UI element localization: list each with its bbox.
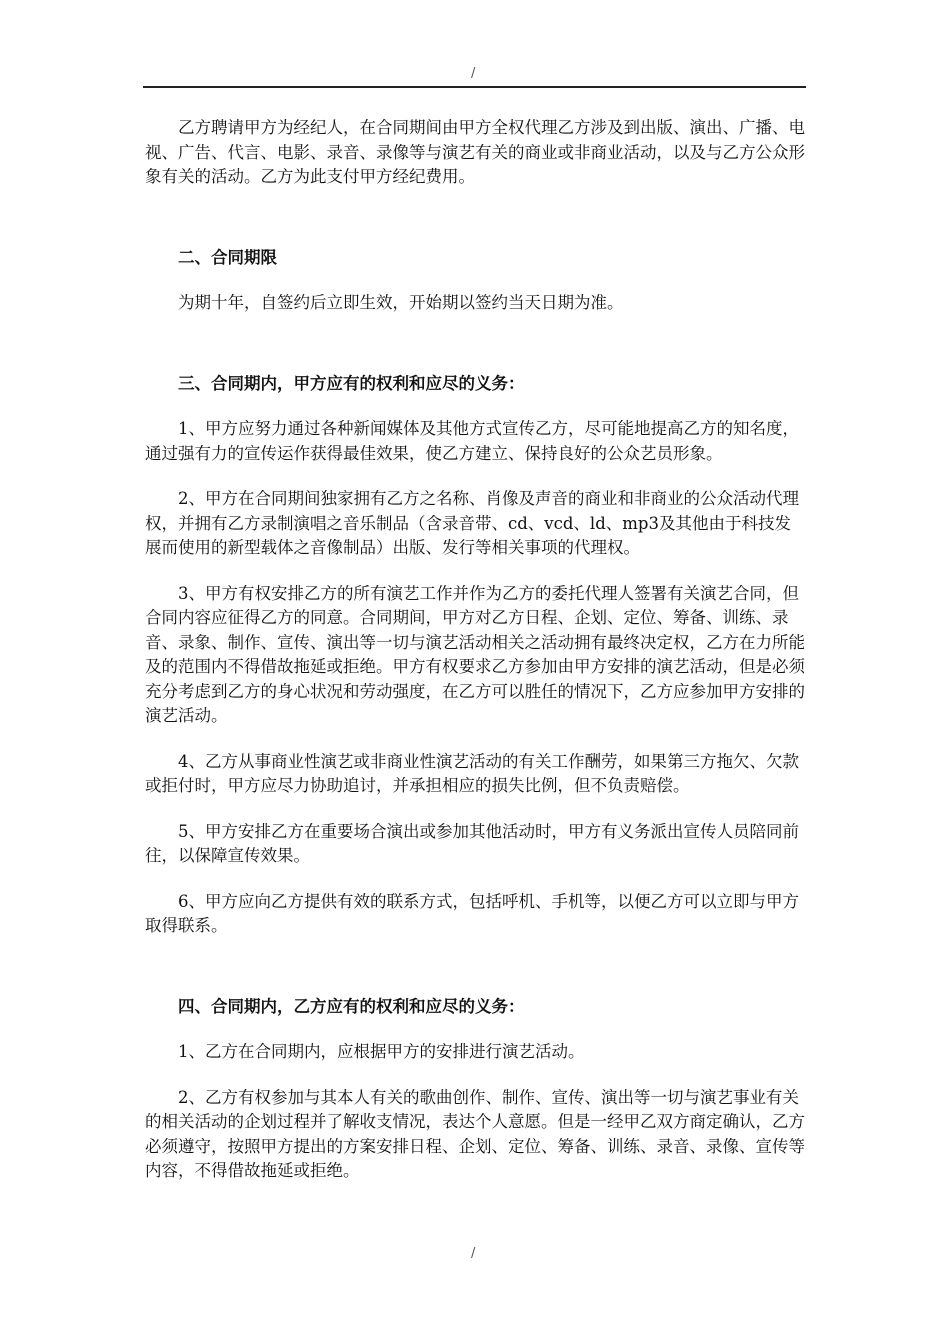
agency-scope-paragraph: 乙方聘请甲方为经纪人，在合同期间由甲方全权代理乙方涉及到出版、演出、广播、电视、广告、代言、电影、录音、录像等与演艺有关的商业或非商业活动，以及与乙方公众形象有关的活动。乙方为此支付甲方经纪费用。 [145, 118, 805, 186]
contract-body [145, 116, 805, 1184]
header-divider [143, 86, 806, 88]
section-spacer [145, 316, 805, 372]
party-a-clause-5: 5、甲方安排乙方在重要场合演出或参加其他活动时，甲方有义务派出宣传人员陪同前往，以保障宣传效果。 [145, 821, 799, 865]
section-spacer [145, 190, 805, 246]
section-spacer [145, 939, 805, 995]
party-a-clause-6: 6、甲方应向乙方提供有效的联系方式，包括呼机、手机等，以便乙方可以立即与甲方取得联系。 [145, 891, 799, 935]
term-paragraph: 为期十年，自签约后立即生效，开始期以签约当天日期为准。 [178, 293, 624, 312]
party-a-clause-4: 4、乙方从事商业性演艺或非商业性演艺活动的有关工作酬劳，如果第三方拖欠、欠款或拒付时，甲方应尽力协助追讨，并承担相应的损失比例，但不负责赔偿。 [145, 751, 799, 795]
page-header-mark: / [471, 66, 476, 81]
party-b-clause-1: 1、乙方在合同期内，应根据甲方的安排进行演艺活动。 [178, 1042, 585, 1061]
party-a-clause-2: 2、甲方在合同期间独家拥有乙方之名称、肖像及声音的商业和非商业的公众活动代理权，并拥有乙方录制演唱之音乐制品（含录音带、cd、vcd、ld、mp3及其他由于科技发展而使用的新型载体之音像制品）出版、发行等相关事项的代理权。 [145, 489, 799, 557]
party-a-clause-1: 1、甲方应努力通过各种新闻媒体及其他方式宣传乙方，尽可能地提高乙方的知名度，通过强有力的宣传运作获得最佳效果，使乙方建立、保持良好的公众艺员形象。 [145, 419, 799, 463]
page-footer-mark: / [471, 1246, 476, 1261]
section-heading-party-a-rights: 三、合同期内，甲方应有的权利和应尽的义务： [178, 373, 525, 393]
section-heading-party-b-rights: 四、合同期内，乙方应有的权利和应尽的义务： [178, 996, 525, 1016]
party-a-clause-3: 3、甲方有权安排乙方的所有演艺工作并作为乙方的委托代理人签署有关演艺合同，但合同内容应征得乙方的同意。合同期间，甲方对乙方日程、企划、定位、筹备、训练、录音、录象、制作、宣传、演出等一切与演艺活动相关之活动拥有最终决定权，乙方在力所能及的范围内不得借故拖延或拒绝。甲方有权要求乙方参加由甲方安排的演艺活动，但是必须充分考虑到乙方的身心状况和劳动强度，在乙方可以胜任的情况下，乙方应参加甲方安排的演艺活动。 [145, 583, 805, 725]
party-b-clause-2: 2、乙方有权参加与其本人有关的歌曲创作、制作、宣传、演出等一切与演艺事业有关的相关活动的企划过程并了解收支情况，表达个人意愿。但是一经甲乙双方商定确认，乙方必须遵守，按照甲方提出的方案安排日程、企划、定位、筹备、训练、录音、录像、宣传等内容，不得借故拖延或拒绝。 [145, 1087, 805, 1180]
section-heading-term: 二、合同期限 [178, 247, 277, 267]
